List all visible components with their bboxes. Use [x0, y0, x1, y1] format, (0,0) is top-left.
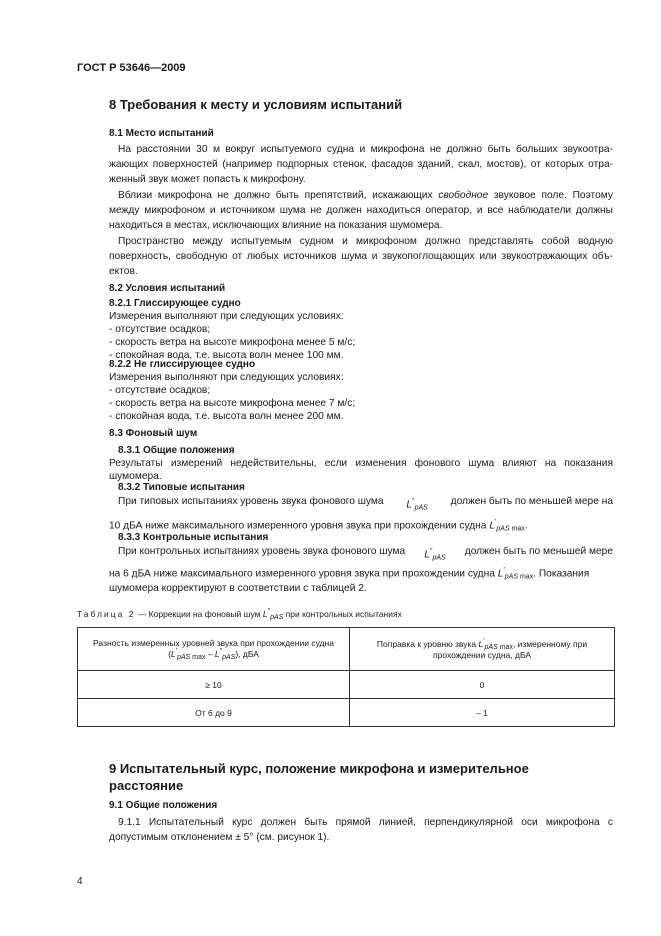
text-line: При контрольных испытаниях уровень звука фонового шума $L^"_{pAS}$ должен быть по меньшей мере [118, 546, 613, 562]
text-line: Результаты измерений недействительны, если изменения фонового шума влияют на показания [109, 458, 613, 469]
correction-table [77, 627, 615, 727]
page-number: 4 [77, 876, 83, 887]
text-line: 9.1.1 Испытательный курс должен быть прямой линией, перпендикулярной оси микрофона с [118, 817, 613, 828]
list-item: - скорость ветра на высоте микрофона менее 5 м/с; [109, 337, 356, 348]
table-caption: Таблица 2 — Коррекции на фоновый шум $L^"_{pAS}$ при контрольных испытаниях [77, 608, 402, 621]
text-line: Вблизи микрофона не должно быть препятствий, искажающих свободное звуковое поле. Поэтому [118, 190, 613, 201]
table-header-row [78, 628, 615, 671]
table-cell: ≥ 10 [78, 671, 350, 699]
section-8-2-2-title: 8.2.2 Не глиссирующее судно [109, 359, 256, 370]
text-line: ектов. [109, 266, 138, 277]
text-line: 10 дБА ниже максимального измеренного уровня звука при прохождении судна $L'_{pAS max}$. [109, 519, 528, 533]
text-line: При типовых испытаниях уровень звука фонового шума $L^"_{pAS}$ должен быть по меньшей мере на [118, 496, 613, 512]
section-8-2-title: 8.2 Условия испытаний [109, 283, 226, 294]
table-cell: – 1 [350, 699, 615, 727]
text-line: шумомера корректируют в соответствии с таблицей 2. [109, 583, 367, 594]
list-item: - отсутствие осадков; [109, 385, 211, 396]
table-cell: От 6 до 9 [78, 699, 350, 727]
text-line: допустимым отклонением ± 5° (см. рисунок 1). [109, 832, 330, 843]
section-9-1-title: 9.1 Общие положения [109, 800, 218, 811]
text-line: жающих поверхностей (например подпорных стенок, фасадов зданий, скал, мостов), от которых отра- [109, 159, 613, 170]
table-row [78, 699, 615, 727]
text-line: На расстоянии 30 м вокруг испытуемого судна и микрофона не должно быть больших звукоотра- [118, 144, 613, 155]
text-line: между микрофоном и источником шума не должен находиться оператор, и все наблюдатели должны [109, 205, 613, 216]
table-cell: 0 [350, 671, 615, 699]
text-line: женный звук может попасть к микрофону. [109, 174, 306, 185]
text-line: Пространство между испытуемым судном и микрофоном должно представлять собой водную [118, 236, 613, 247]
section-9-title: 9 Испытательный курс, положение микрофона и измерительное расстояние [109, 761, 529, 793]
document-header: ГОСТ Р 53646—2009 [77, 62, 186, 74]
list-item: - скорость ветра на высоте микрофона менее 7 м/с; [109, 398, 356, 409]
section-8-2-1-title: 8.2.1 Глиссирующее судно [109, 298, 241, 309]
list-item: - спокойная вода, т.е. высота волн менее 200 мм. [109, 411, 344, 422]
text-line: Измерения выполняют при следующих условиях: [109, 372, 344, 383]
text-line: на 6 дБА ниже максимального измеренного уровня звука при прохождении судна $L'_{pAS max}$. Показания [109, 567, 590, 581]
table-header-cell: Поправка к уровню звука $L'_{pAS max}$, измеренному при прохождении судна, дБА [350, 628, 615, 671]
section-8-title: 8 Требования к месту и условиям испытаний [109, 97, 403, 112]
section-8-1-title: 8.1 Место испытаний [109, 128, 214, 139]
list-item: - спокойная вода, т.е. высота волн менее 100 мм. [109, 350, 344, 361]
text-line: Измерения выполняют при следующих условиях: [109, 311, 344, 322]
table-row [78, 671, 615, 699]
section-8-3-title: 8.3 Фоновый шум [109, 428, 198, 439]
text-line: находиться в местах, исключающих влияние на показания шумомера. [109, 220, 443, 231]
text-line: шумомера. [109, 471, 162, 482]
section-8-3-1-title: 8.3.1 Общие положения [118, 445, 235, 456]
text-line: поверхность, свободную от любых источников шума и звукопоглощающих или звукоотражающих объ- [109, 251, 613, 262]
section-8-3-3-title: 8.3.3 Контрольные испытания [118, 532, 269, 543]
list-item: - отсутствие осадков; [109, 324, 211, 335]
table-header-cell: Разность измеренных уровней звука при прохождении судна $(L'_{pAS max} - L^"_{pAS})$, дБА [78, 628, 350, 671]
section-8-3-2-title: 8.3.2 Типовые испытания [118, 482, 245, 493]
